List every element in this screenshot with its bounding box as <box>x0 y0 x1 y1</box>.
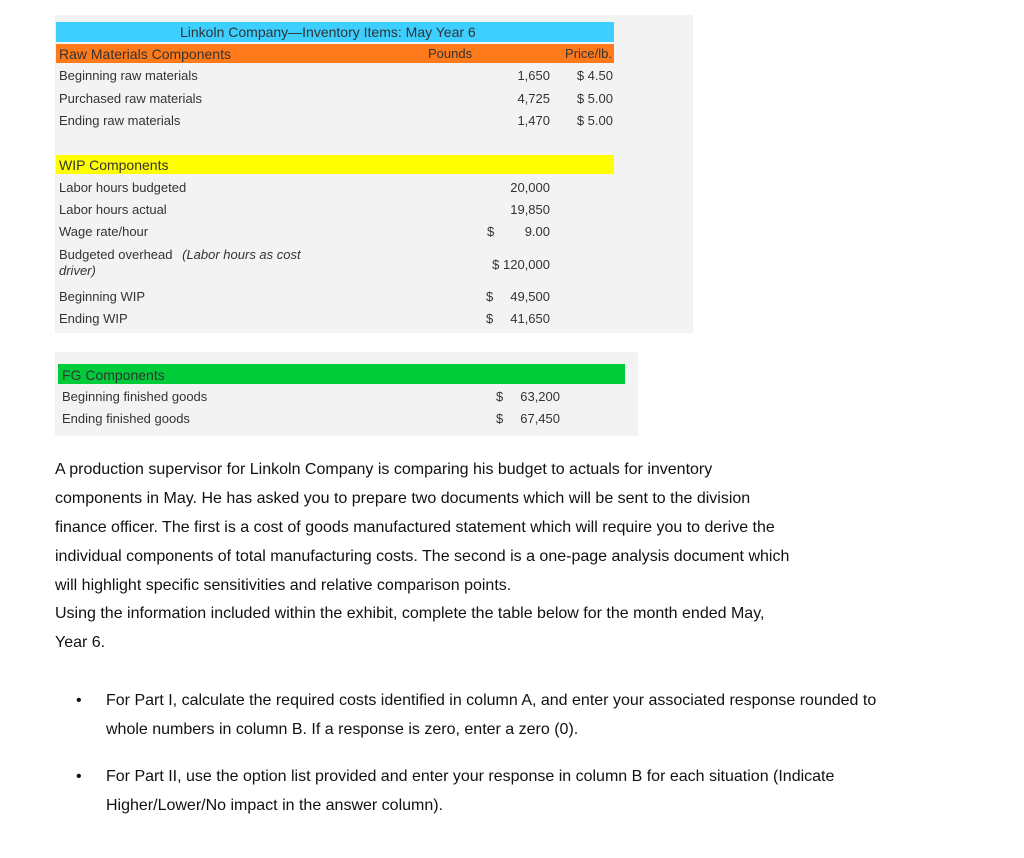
raw-row-price: $ 5.00 <box>576 113 613 128</box>
raw-row-price: $ 4.50 <box>576 68 613 83</box>
wip-ending-value: 41,650 <box>510 311 550 326</box>
wip-overhead-note-line2: driver) <box>59 263 96 278</box>
wip-overhead-note: (Labor hours as cost <box>182 247 301 262</box>
instructions-line: individual components of total manufacturing costs. The second is a one-page analysis document which <box>55 548 790 565</box>
raw-row-pounds: 1,650 <box>517 68 550 83</box>
wip-beginning-currency: $ <box>486 289 494 304</box>
raw-col-pounds: Pounds <box>428 46 473 61</box>
wip-overhead-label <box>59 247 301 263</box>
exhibit-title: Linkoln Company—Inventory Items: May Year 6 <box>180 24 476 40</box>
fg-beginning-currency: $ <box>496 389 504 404</box>
fg-beginning-value: 63,200 <box>520 389 560 404</box>
fg-header-label: FG Components <box>62 367 165 383</box>
wip-beginning-label: Beginning WIP <box>59 289 145 304</box>
wip-ending-label: Ending WIP <box>59 311 128 326</box>
instructions-line: will highlight specific sensitivities and relative comparison points. <box>55 577 512 594</box>
wip-wage-currency: $ <box>487 224 495 239</box>
fg-beginning-label: Beginning finished goods <box>62 389 208 404</box>
wip-overhead-label-text: Budgeted overhead <box>59 247 173 262</box>
wip-labor-actual-label: Labor hours actual <box>59 202 167 217</box>
bullet-text: For Part II, use the option list provided and enter your response in column B for each situation (Indicate <box>106 768 835 785</box>
instructions-line: components in May. He has asked you to prepare two documents which will be sent to the division <box>55 490 751 507</box>
raw-row-label: Beginning raw materials <box>59 68 198 83</box>
raw-row-pounds: 1,470 <box>517 113 550 128</box>
raw-row-price: $ 5.00 <box>576 91 613 106</box>
fg-ending-value: 67,450 <box>520 411 560 426</box>
wip-header-label: WIP Components <box>59 157 169 173</box>
instructions-line: finance officer. The first is a cost of goods manufactured statement which will require you to derive the <box>55 519 775 536</box>
raw-col-price: Price/lb. <box>565 46 612 61</box>
wip-wage-label: Wage rate/hour <box>59 224 149 239</box>
wip-labor-budgeted-label: Labor hours budgeted <box>59 180 187 195</box>
wip-labor-budgeted-value: 20,000 <box>510 180 550 195</box>
raw-row-label: Purchased raw materials <box>59 91 203 106</box>
fg-ending-label: Ending finished goods <box>62 411 190 426</box>
raw-row-pounds: 4,725 <box>517 91 550 106</box>
bullet-text: Higher/Lower/No impact in the answer column). <box>106 797 444 814</box>
instructions-line: Using the information included within the exhibit, complete the table below for the month ended May, <box>55 605 765 622</box>
bullet-text: For Part I, calculate the required costs identified in column A, and enter your associated response rounded to <box>106 692 877 709</box>
wip-wage-value: 9.00 <box>524 224 550 239</box>
bullet-text: whole numbers in column B. If a response is zero, enter a zero (0). <box>106 721 579 738</box>
raw-header-label: Raw Materials Components <box>59 46 231 62</box>
raw-row-label: Ending raw materials <box>59 113 181 128</box>
wip-labor-actual-value: 19,850 <box>510 202 550 217</box>
instructions-line: A production supervisor for Linkoln Company is comparing his budget to actuals for inventory <box>55 461 713 478</box>
fg-ending-currency: $ <box>496 411 504 426</box>
wip-ending-currency: $ <box>486 311 494 326</box>
bullet-marker: • <box>76 692 82 709</box>
instructions-line: Year 6. <box>55 634 106 651</box>
wip-beginning-value: 49,500 <box>510 289 550 304</box>
wip-overhead-value: $ 120,000 <box>492 257 550 272</box>
bullet-marker: • <box>76 768 82 785</box>
